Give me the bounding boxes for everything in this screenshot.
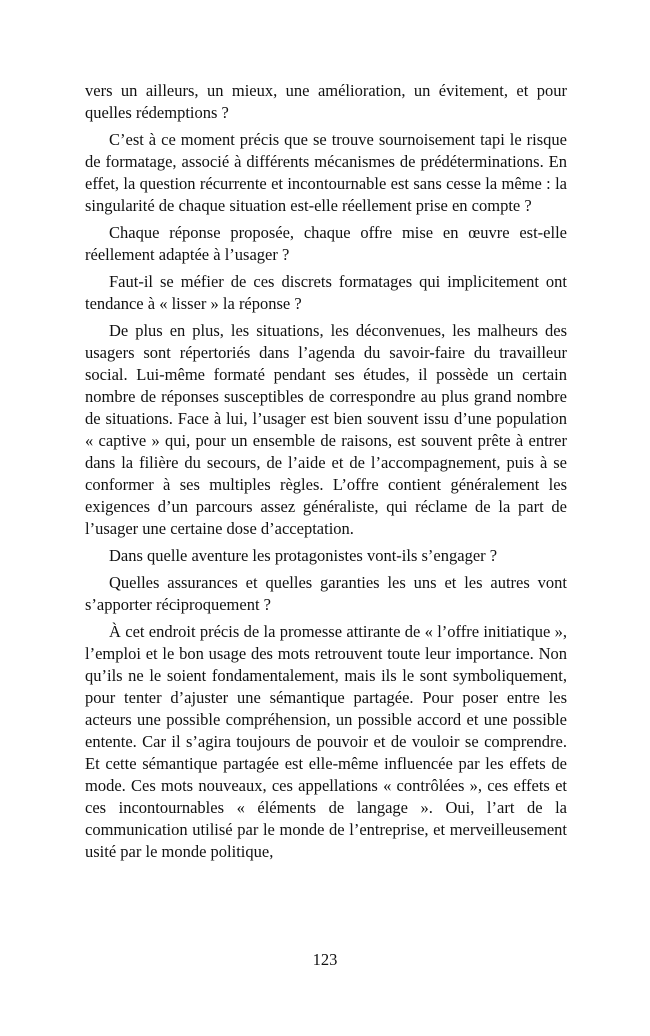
paragraph: Faut-il se méfier de ces discrets formatages qui implicitement ont tendance à « lisser » la réponse ?: [85, 272, 567, 313]
paragraph: À cet endroit précis de la promesse attirante de « l’offre initiatique », l’emploi et le bon usage des mots retrouvent toute leur importance. Non qu’ils ne le soient fondamentalement, mais ils le sont symboliquement, pour tenter d’ajuster une sémantique partagée. Pour poser entre les acteurs une possible compréhension, un possible accord et une possible entente. Car il s’agira toujours de pouvoir et de vouloir se comprendre. Et cette sémantique partagée est elle-même influencée par les effets de mode. Ces mots nouveaux, ces appellations « contrôlées », ces effets et ces incontournables « éléments de langage ». Oui, l’art de la communication utilisé par le monde de l’entreprise, et merveilleusement usité par le monde politique,: [85, 622, 567, 861]
page-number: 123: [312, 950, 338, 969]
paragraph: Chaque réponse proposée, chaque offre mise en œuvre est-elle réellement adaptée à l’usager ?: [85, 223, 567, 264]
text-column: [85, 80, 567, 863]
paragraph: De plus en plus, les situations, les déconvenues, les malheurs des usagers sont répertoriés dans l’agenda du savoir-faire du travailleur social. Lui-même formaté pendant ses études, il possède un certain nombre de réponses susceptibles de correspondre au plus grand nombre de situations. Face à lui, l’usager est bien souvent issu d’une population « captive » qui, pour un ensemble de raisons, est souvent prête à entrer dans la filière du secours, de l’aide et de l’accompagnement, puis à se conformer à ses multiples règles. L’offre contient généralement les exigences d’un parcours assez généraliste, qui réclame de la part de l’usager une certaine dose d’acceptation.: [85, 321, 567, 538]
paragraph: vers un ailleurs, un mieux, une amélioration, un évitement, et pour quelles rédemptions ?: [85, 81, 567, 122]
paragraph: Quelles assurances et quelles garanties les uns et les autres vont s’apporter réciproquement ?: [85, 573, 567, 614]
paragraph: C’est à ce moment précis que se trouve sournoisement tapi le risque de formatage, associé à différents mécanismes de prédéterminations. En effet, la question récurrente et incontournable est sans cesse la même : la singularité de chaque situation est-elle réellement prise en compte ?: [85, 130, 567, 215]
paragraph: Dans quelle aventure les protagonistes vont-ils s’engager ?: [109, 546, 498, 565]
